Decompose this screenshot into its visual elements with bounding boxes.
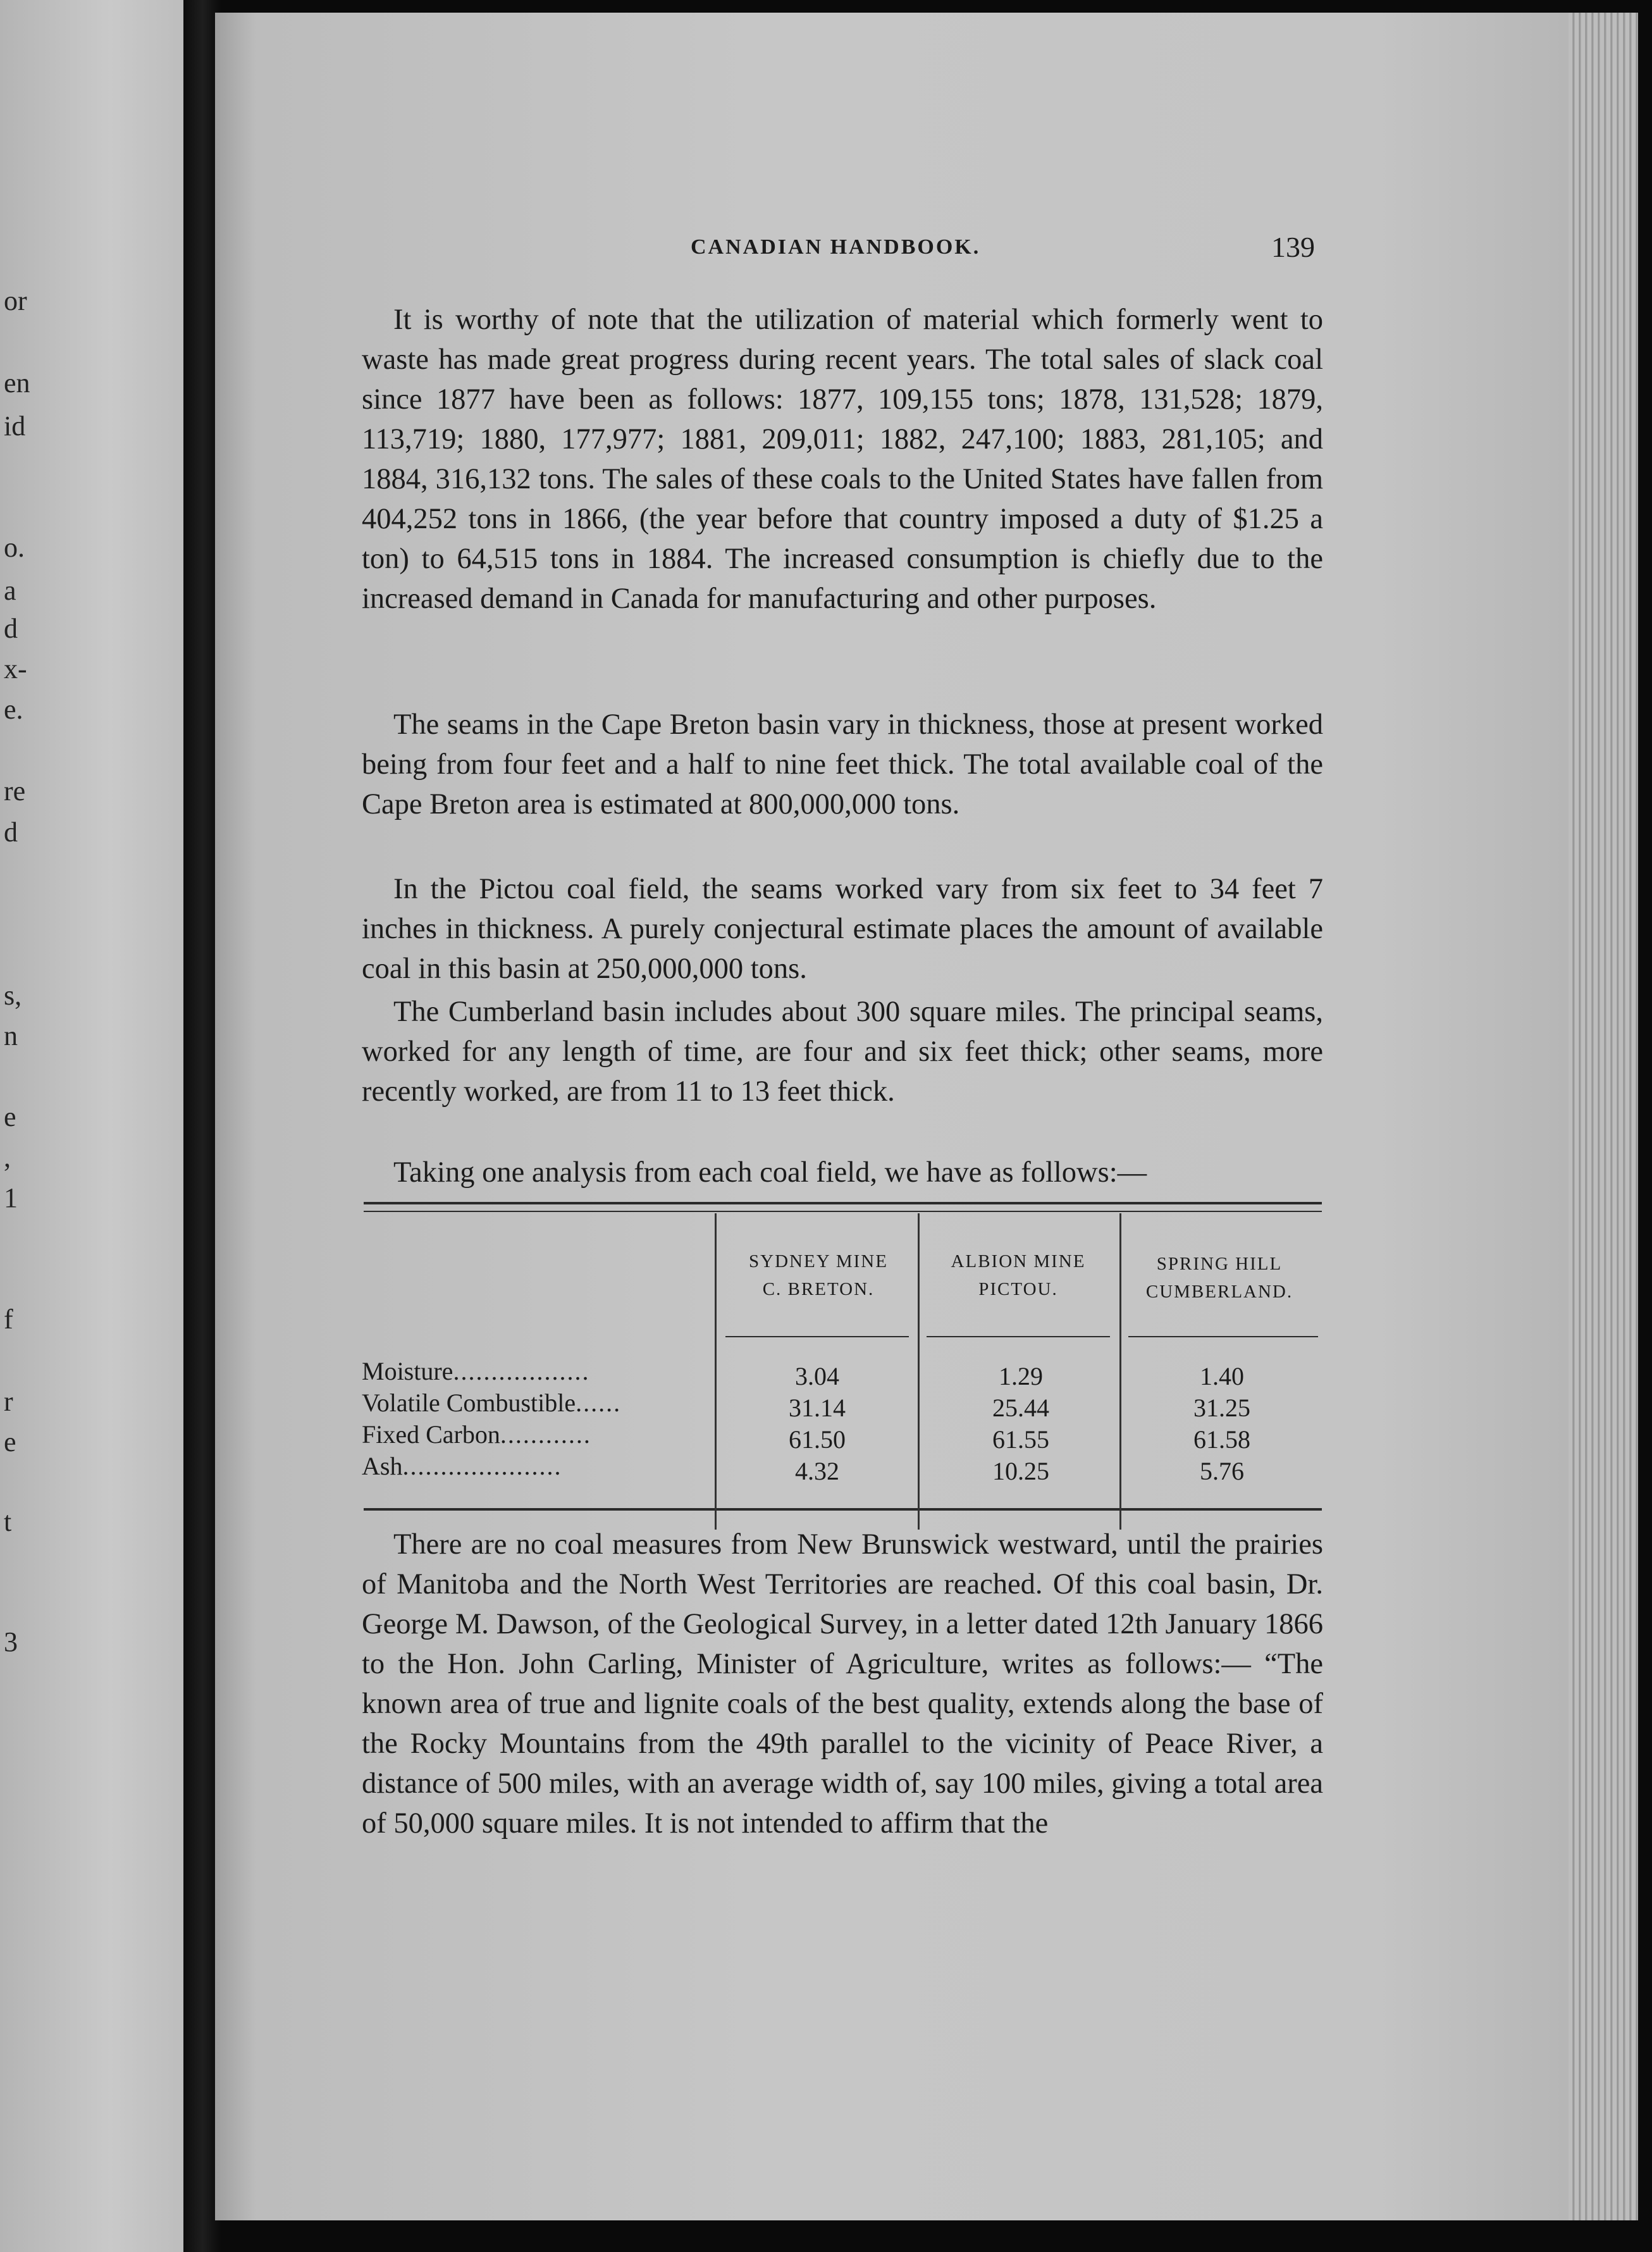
paragraph-analysis-intro: Taking one analysis from each coal field, we have as follows:—	[393, 1156, 1147, 1189]
left-fragment: t	[4, 1506, 12, 1537]
table-row-label	[362, 1356, 716, 1386]
column-divider	[1119, 1213, 1121, 1530]
left-fragment: n	[4, 1020, 18, 1051]
paragraph-slack-coal: It is worthy of note that the utilization of material which formerly went to waste has made great progress during recent years. The total sales of slack coal since 1877 have been as follows: 1877, 109,155 tons; 1878, 131,528; 1879, 113,719; 1880, 177,977; 1881, 209,011; 1882, 247,100; 1883, 281,105; and 1884, 316,132 tons. The sales of these coals to the United States have fallen from 404,252 tons in 1866, (the year before that country imposed a duty of $1.25 a ton) to 64,515 tons in 1884. The increased consumption is chiefly due to the increased demand in Canada for manufacturing and other purposes.	[362, 304, 1323, 615]
table-cell: 61.50	[789, 1425, 846, 1454]
table-cell: 10.25	[992, 1457, 1049, 1485]
left-fragment: ,	[4, 1142, 11, 1173]
left-fragment: en	[4, 368, 30, 399]
left-fragment: d	[4, 613, 18, 644]
header-underline	[725, 1336, 909, 1337]
left-fragment: r	[4, 1386, 13, 1417]
table-cell: 31.25	[1193, 1394, 1250, 1422]
column-divider	[918, 1213, 920, 1530]
column-header-line: SPRING HILL	[1156, 1254, 1283, 1274]
leader-dots: ......	[576, 1389, 622, 1417]
column-header-sydney	[724, 1247, 913, 1303]
table-row-label	[362, 1420, 716, 1449]
table-row-label	[362, 1451, 716, 1481]
table-cell: 61.58	[1193, 1425, 1250, 1454]
adjacent-page-fragment	[0, 0, 183, 2252]
leader-dots: ..................	[453, 1357, 590, 1385]
table-cell: 3.04	[795, 1362, 839, 1390]
column-header-line: CUMBERLAND.	[1145, 1282, 1293, 1302]
table-cell: 31.14	[789, 1394, 846, 1422]
left-fragment: a	[4, 575, 16, 606]
paragraph-pictou: In the Pictou coal field, the seams worked vary from six feet to 34 feet 7 inches in thickness. A purely conjectural estimate places the amount of available coal in this basin at 250,000,000 tons.	[362, 873, 1323, 985]
paragraph-cumberland: The Cumberland basin includes about 300 square miles. The principal seams, worked for any length of time, are four and six feet thick; other seams, more recently worked, are from 11 to 13 feet thick.	[362, 996, 1323, 1108]
row-label-text: Fixed Carbon	[362, 1420, 500, 1449]
header-underline	[927, 1336, 1110, 1337]
left-fragment: s,	[4, 980, 22, 1011]
left-fragment: 3	[4, 1626, 18, 1657]
left-fragment: e	[4, 1101, 16, 1132]
table-row-label	[362, 1388, 716, 1418]
paragraph-cape-breton: The seams in the Cape Breton basin vary in thickness, those at present worked being from four feet and a half to nine feet thick. The total available coal of the Cape Breton area is estimated at 800,000,000 tons.	[362, 708, 1323, 820]
left-fragment: re	[4, 776, 26, 807]
table-bottom-rule	[364, 1508, 1322, 1511]
left-fragment: o.	[4, 532, 25, 563]
left-fragment: 1	[4, 1182, 18, 1213]
column-header-line: ALBION MINE	[951, 1251, 1086, 1271]
coal-analysis-table	[362, 1196, 1323, 1487]
table-cell: 1.29	[999, 1362, 1043, 1390]
row-label-text: Moisture	[362, 1357, 453, 1385]
left-fragment: d	[4, 817, 18, 848]
column-header-line: PICTOU.	[978, 1279, 1058, 1299]
column-header-line: C. BRETON.	[762, 1279, 875, 1299]
column-header-albion	[923, 1247, 1113, 1303]
paragraph-dawson-letter: There are no coal measures from New Brunswick westward, until the prairies of Manitoba and the North West Territories are reached. Of this coal basin, Dr. George M. Dawson, of the Geological Survey, in a letter dated 12th January 1866 to the Hon. John Carling, Minister of Agriculture, writes as follows:— “The known area of true and lignite coals of the best quality, extends along the base of the Rocky Mountains from the 49th parallel to the vicinity of Peace River, a distance of 500 miles, with an average width of, say 100 miles, giving a total area of 50,000 square miles. It is not intended to affirm that the	[362, 1528, 1323, 1840]
left-fragment: e	[4, 1426, 16, 1457]
running-head: CANADIAN HANDBOOK.	[691, 235, 981, 259]
column-header-spring-hill	[1125, 1250, 1314, 1306]
leader-dots: ............	[500, 1420, 591, 1449]
row-label-text: Volatile Combustible	[362, 1389, 576, 1417]
row-label-text: Ash	[362, 1452, 403, 1480]
left-fragment: id	[4, 411, 26, 442]
page-number: 139	[1271, 231, 1315, 263]
leader-dots: .....................	[402, 1452, 562, 1480]
table-cell: 25.44	[992, 1394, 1049, 1422]
table-cell: 4.32	[795, 1457, 839, 1485]
left-fragment: or	[4, 285, 27, 316]
table-cell: 61.55	[992, 1425, 1049, 1454]
left-fragment: x-	[4, 653, 27, 684]
table-cell: 5.76	[1200, 1457, 1244, 1485]
left-fragment: f	[4, 1304, 13, 1335]
table-cell: 1.40	[1200, 1362, 1244, 1390]
page-edges	[1569, 13, 1638, 2220]
column-header-line: SYDNEY MINE	[749, 1251, 888, 1271]
header-underline	[1128, 1336, 1318, 1337]
left-fragment: e.	[4, 694, 23, 725]
